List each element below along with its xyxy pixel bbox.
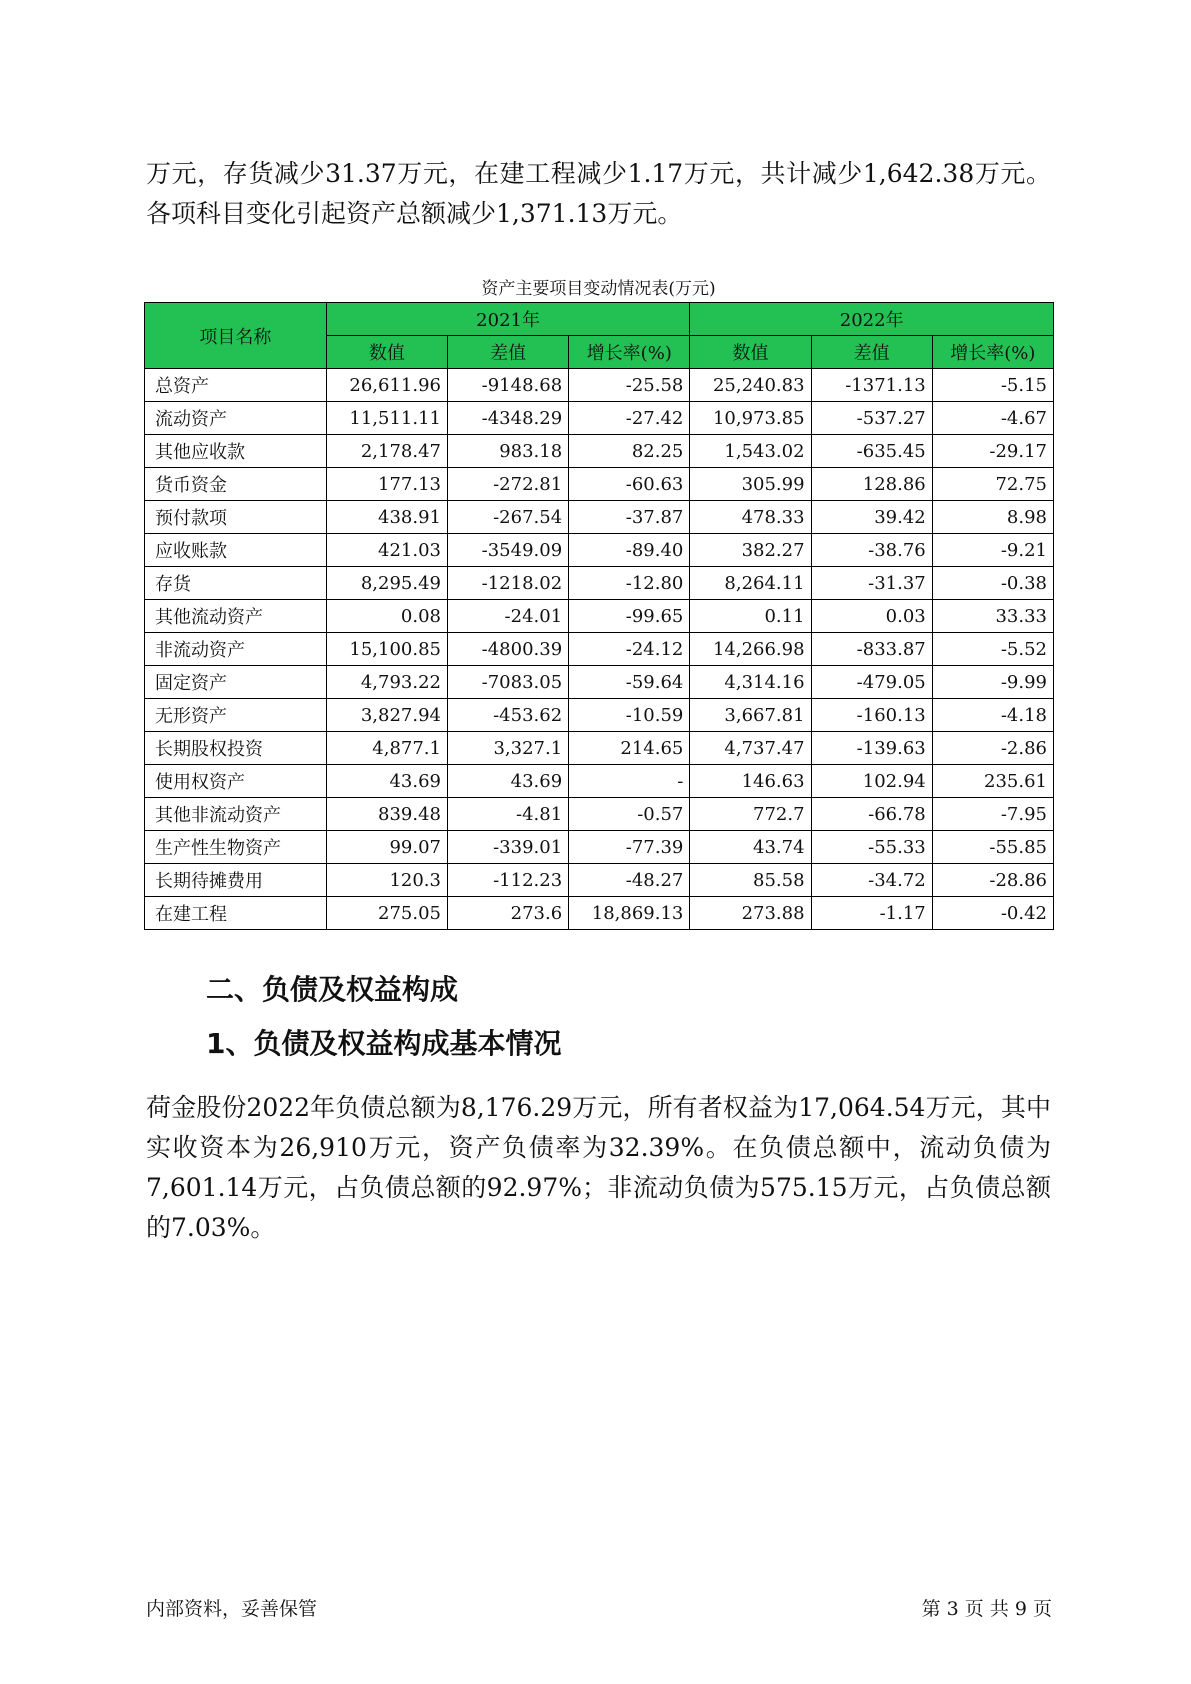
row-value-cell: 772.7 bbox=[690, 798, 811, 831]
row-value-cell: 99.07 bbox=[326, 831, 447, 864]
row-value-cell: 102.94 bbox=[811, 765, 932, 798]
row-value-cell: 273.6 bbox=[447, 897, 568, 930]
row-value-cell: -537.27 bbox=[811, 402, 932, 435]
table-row bbox=[145, 369, 1054, 402]
row-value-cell: -272.81 bbox=[447, 468, 568, 501]
row-item-name: 在建工程 bbox=[145, 897, 327, 930]
row-value-cell: -0.57 bbox=[569, 798, 690, 831]
table-row bbox=[145, 831, 1054, 864]
body-paragraph: 荷金股份2022年负债总额为8,176.29万元，所有者权益为17,064.54万元，其中实收资本为26,910万元，资产负债率为32.39%。在负债总额中，流动负债为7,601.14万元，占负债总额的92.97%；非流动负债为575.15万元，占负债总额的7.03%。 bbox=[146, 1093, 1051, 1242]
row-value-cell: 26,611.96 bbox=[326, 369, 447, 402]
subheader: 增长率(%) bbox=[569, 336, 690, 369]
row-value-cell: -27.42 bbox=[569, 402, 690, 435]
row-value-cell: 43.69 bbox=[447, 765, 568, 798]
table-row bbox=[145, 732, 1054, 765]
row-value-cell: -9.99 bbox=[932, 666, 1053, 699]
row-value-cell: -479.05 bbox=[811, 666, 932, 699]
row-value-cell: 8,295.49 bbox=[326, 567, 447, 600]
row-value-cell: 438.91 bbox=[326, 501, 447, 534]
row-value-cell: -4800.39 bbox=[447, 633, 568, 666]
row-value-cell: -5.52 bbox=[932, 633, 1053, 666]
footer-page-number: 第 3 页 共 9 页 bbox=[921, 1598, 1052, 1620]
row-item-name: 流动资产 bbox=[145, 402, 327, 435]
table-body bbox=[145, 369, 1054, 930]
row-value-cell: -635.45 bbox=[811, 435, 932, 468]
row-value-cell: -24.12 bbox=[569, 633, 690, 666]
table-row bbox=[145, 897, 1054, 930]
row-value-cell: 0.11 bbox=[690, 600, 811, 633]
row-value-cell: -12.80 bbox=[569, 567, 690, 600]
row-value-cell: -267.54 bbox=[447, 501, 568, 534]
row-value-cell: -160.13 bbox=[811, 699, 932, 732]
row-value-cell: -5.15 bbox=[932, 369, 1053, 402]
subheader: 差值 bbox=[811, 336, 932, 369]
row-value-cell: -89.40 bbox=[569, 534, 690, 567]
row-value-cell: - bbox=[569, 765, 690, 798]
row-value-cell: 128.86 bbox=[811, 468, 932, 501]
row-value-cell: 0.03 bbox=[811, 600, 932, 633]
row-value-cell: 4,877.1 bbox=[326, 732, 447, 765]
table-row bbox=[145, 600, 1054, 633]
row-value-cell: 8,264.11 bbox=[690, 567, 811, 600]
row-value-cell: -48.27 bbox=[569, 864, 690, 897]
row-value-cell: -29.17 bbox=[932, 435, 1053, 468]
row-value-cell: -0.38 bbox=[932, 567, 1053, 600]
row-value-cell: -1371.13 bbox=[811, 369, 932, 402]
row-value-cell: -37.87 bbox=[569, 501, 690, 534]
row-value-cell: -4.81 bbox=[447, 798, 568, 831]
header-year-2021: 2021年 bbox=[326, 303, 690, 336]
row-value-cell: -55.85 bbox=[932, 831, 1053, 864]
row-value-cell: 382.27 bbox=[690, 534, 811, 567]
row-value-cell: -77.39 bbox=[569, 831, 690, 864]
row-value-cell: -55.33 bbox=[811, 831, 932, 864]
row-value-cell: 4,737.47 bbox=[690, 732, 811, 765]
row-value-cell: 0.08 bbox=[326, 600, 447, 633]
subheader: 数值 bbox=[326, 336, 447, 369]
table-row bbox=[145, 534, 1054, 567]
row-value-cell: -339.01 bbox=[447, 831, 568, 864]
row-value-cell: 39.42 bbox=[811, 501, 932, 534]
row-item-name: 无形资产 bbox=[145, 699, 327, 732]
row-value-cell: -66.78 bbox=[811, 798, 932, 831]
row-value-cell: -833.87 bbox=[811, 633, 932, 666]
row-item-name: 其他流动资产 bbox=[145, 600, 327, 633]
row-value-cell: 305.99 bbox=[690, 468, 811, 501]
row-value-cell: -4348.29 bbox=[447, 402, 568, 435]
header-item-name: 项目名称 bbox=[145, 303, 327, 369]
row-value-cell: -31.37 bbox=[811, 567, 932, 600]
table-row bbox=[145, 468, 1054, 501]
row-value-cell: 3,667.81 bbox=[690, 699, 811, 732]
row-value-cell: -4.18 bbox=[932, 699, 1053, 732]
row-value-cell: 235.61 bbox=[932, 765, 1053, 798]
row-value-cell: 4,314.16 bbox=[690, 666, 811, 699]
row-value-cell: -0.42 bbox=[932, 897, 1053, 930]
row-value-cell: 4,793.22 bbox=[326, 666, 447, 699]
row-value-cell: 14,266.98 bbox=[690, 633, 811, 666]
row-item-name: 长期股权投资 bbox=[145, 732, 327, 765]
row-value-cell: 146.63 bbox=[690, 765, 811, 798]
subsection-heading: 1、负债及权益构成基本情况 bbox=[206, 1027, 562, 1060]
row-value-cell: 72.75 bbox=[932, 468, 1053, 501]
row-value-cell: 2,178.47 bbox=[326, 435, 447, 468]
row-value-cell: 3,827.94 bbox=[326, 699, 447, 732]
row-value-cell: -10.59 bbox=[569, 699, 690, 732]
table-caption: 资产主要项目变动情况表(万元) bbox=[481, 279, 716, 299]
row-value-cell: -59.64 bbox=[569, 666, 690, 699]
row-value-cell: 120.3 bbox=[326, 864, 447, 897]
row-value-cell: 15,100.85 bbox=[326, 633, 447, 666]
row-value-cell: -1.17 bbox=[811, 897, 932, 930]
asset-change-table bbox=[144, 302, 1054, 930]
row-item-name: 货币资金 bbox=[145, 468, 327, 501]
row-item-name: 长期待摊费用 bbox=[145, 864, 327, 897]
row-value-cell: 1,543.02 bbox=[690, 435, 811, 468]
row-value-cell: -60.63 bbox=[569, 468, 690, 501]
intro-paragraph: 万元，存货减少31.37万元，在建工程减少1.17万元，共计减少1,642.38万元。各项科目变化引起资产总额减少1,371.13万元。 bbox=[146, 159, 1051, 228]
row-value-cell: 983.18 bbox=[447, 435, 568, 468]
row-value-cell: 11,511.11 bbox=[326, 402, 447, 435]
row-value-cell: -24.01 bbox=[447, 600, 568, 633]
row-value-cell: -9148.68 bbox=[447, 369, 568, 402]
row-value-cell: 10,973.85 bbox=[690, 402, 811, 435]
row-item-name: 使用权资产 bbox=[145, 765, 327, 798]
row-item-name: 固定资产 bbox=[145, 666, 327, 699]
row-item-name: 总资产 bbox=[145, 369, 327, 402]
row-item-name: 预付款项 bbox=[145, 501, 327, 534]
row-value-cell: -1218.02 bbox=[447, 567, 568, 600]
row-value-cell: 273.88 bbox=[690, 897, 811, 930]
table-row bbox=[145, 864, 1054, 897]
row-item-name: 其他应收款 bbox=[145, 435, 327, 468]
section-heading: 二、负债及权益构成 bbox=[206, 973, 459, 1006]
row-item-name: 非流动资产 bbox=[145, 633, 327, 666]
row-value-cell: -3549.09 bbox=[447, 534, 568, 567]
table-row bbox=[145, 699, 1054, 732]
row-value-cell: 8.98 bbox=[932, 501, 1053, 534]
row-item-name: 其他非流动资产 bbox=[145, 798, 327, 831]
header-year-2022: 2022年 bbox=[690, 303, 1054, 336]
row-value-cell: -112.23 bbox=[447, 864, 568, 897]
row-value-cell: 82.25 bbox=[569, 435, 690, 468]
row-item-name: 应收账款 bbox=[145, 534, 327, 567]
table-row bbox=[145, 501, 1054, 534]
row-value-cell: -7083.05 bbox=[447, 666, 568, 699]
row-value-cell: -9.21 bbox=[932, 534, 1053, 567]
footer-confidential: 内部资料，妥善保管 bbox=[146, 1598, 318, 1620]
table-row bbox=[145, 567, 1054, 600]
row-value-cell: -99.65 bbox=[569, 600, 690, 633]
row-value-cell: 214.65 bbox=[569, 732, 690, 765]
subheader: 差值 bbox=[447, 336, 568, 369]
row-value-cell: 25,240.83 bbox=[690, 369, 811, 402]
row-value-cell: 85.58 bbox=[690, 864, 811, 897]
row-value-cell: -7.95 bbox=[932, 798, 1053, 831]
row-value-cell: 43.69 bbox=[326, 765, 447, 798]
row-value-cell: -25.58 bbox=[569, 369, 690, 402]
row-value-cell: -453.62 bbox=[447, 699, 568, 732]
row-value-cell: 3,327.1 bbox=[447, 732, 568, 765]
table-row bbox=[145, 798, 1054, 831]
subheader: 增长率(%) bbox=[932, 336, 1053, 369]
row-value-cell: -38.76 bbox=[811, 534, 932, 567]
table-row bbox=[145, 666, 1054, 699]
row-value-cell: -34.72 bbox=[811, 864, 932, 897]
row-value-cell: 421.03 bbox=[326, 534, 447, 567]
row-item-name: 存货 bbox=[145, 567, 327, 600]
table-row bbox=[145, 633, 1054, 666]
row-value-cell: 43.74 bbox=[690, 831, 811, 864]
row-value-cell: -139.63 bbox=[811, 732, 932, 765]
table-row bbox=[145, 402, 1054, 435]
row-value-cell: -2.86 bbox=[932, 732, 1053, 765]
row-value-cell: 18,869.13 bbox=[569, 897, 690, 930]
row-item-name: 生产性生物资产 bbox=[145, 831, 327, 864]
row-value-cell: 478.33 bbox=[690, 501, 811, 534]
row-value-cell: 177.13 bbox=[326, 468, 447, 501]
row-value-cell: 275.05 bbox=[326, 897, 447, 930]
row-value-cell: 839.48 bbox=[326, 798, 447, 831]
subheader: 数值 bbox=[690, 336, 811, 369]
row-value-cell: -4.67 bbox=[932, 402, 1053, 435]
row-value-cell: 33.33 bbox=[932, 600, 1053, 633]
table-row bbox=[145, 435, 1054, 468]
table-row bbox=[145, 765, 1054, 798]
row-value-cell: -28.86 bbox=[932, 864, 1053, 897]
